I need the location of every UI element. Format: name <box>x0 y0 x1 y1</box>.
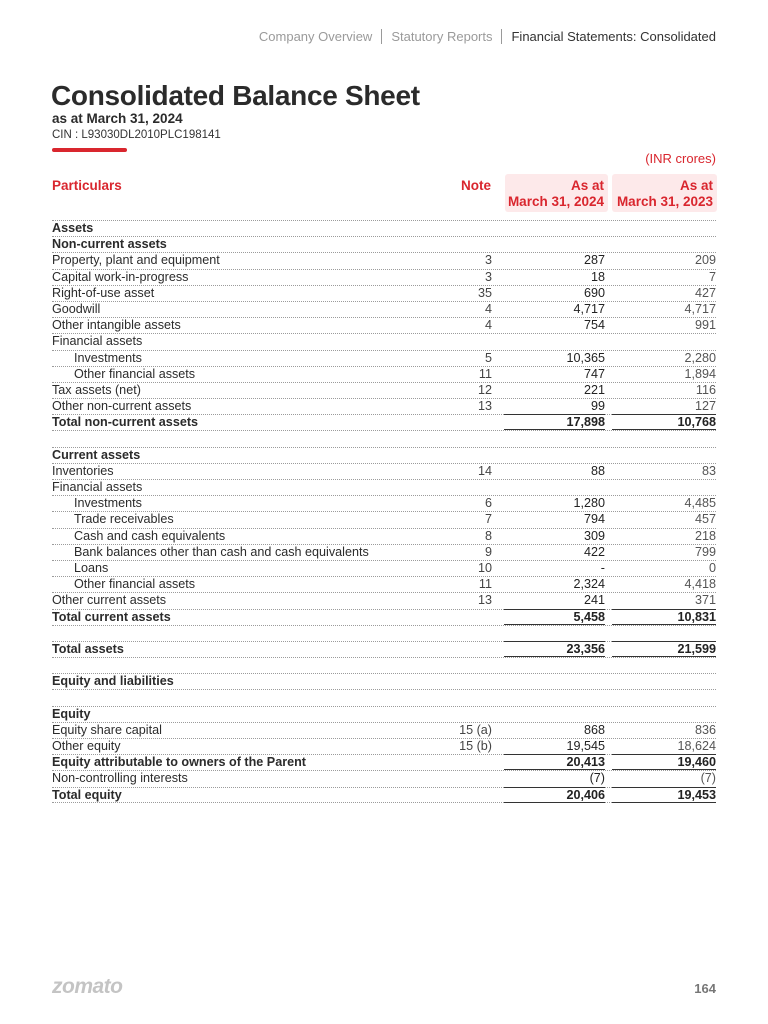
zomato-logo: zomato <box>52 975 123 998</box>
breadcrumb-financial-statements[interactable]: Financial Statements: Consolidated <box>511 29 716 44</box>
table-row <box>52 511 716 527</box>
row-label: Other non-current assets <box>52 399 192 414</box>
breadcrumb-company-overview[interactable]: Company Overview <box>258 29 373 44</box>
value-2023: 10,768 <box>612 414 716 430</box>
row-note: 13 <box>477 399 492 414</box>
total-row <box>52 787 716 803</box>
section-row <box>52 706 716 722</box>
row-label: Equity and liabilities <box>52 674 174 689</box>
row-note: 9 <box>484 544 492 559</box>
row-note: 3 <box>484 269 492 284</box>
row-label: Other intangible assets <box>52 318 181 333</box>
value-2023: 21,599 <box>612 641 716 657</box>
value-2023: 218 <box>694 528 716 543</box>
table-row <box>52 689 716 705</box>
table-row <box>52 350 716 366</box>
value-2024: 287 <box>583 253 605 268</box>
row-label: Financial assets <box>52 334 143 349</box>
row-label: Equity share capital <box>52 722 162 737</box>
value-2024: 20,413 <box>504 754 605 770</box>
row-note: 4 <box>484 318 492 333</box>
row-label: Tax assets (net) <box>52 382 141 397</box>
value-2023: 18,624 <box>677 739 716 753</box>
breadcrumb-statutory-reports[interactable]: Statutory Reports <box>391 29 493 44</box>
header-col1-line2: March 31, 2024 <box>507 194 604 209</box>
row-label: Inventories <box>52 463 114 478</box>
value-2024: 17,898 <box>504 414 605 430</box>
row-label: Current assets <box>52 447 141 462</box>
value-2024: 20,406 <box>504 787 605 803</box>
value-2023: 4,418 <box>684 577 716 592</box>
value-2023: 4,485 <box>684 496 716 511</box>
value-2024: 754 <box>583 318 605 333</box>
value-2024: 794 <box>583 512 605 527</box>
row-note: 7 <box>484 512 492 527</box>
row-note: 8 <box>484 528 492 543</box>
row-note: 15 (a) <box>459 722 492 737</box>
table-row <box>52 301 716 317</box>
row-label: Other financial assets <box>74 577 196 592</box>
row-label: Total current assets <box>52 609 171 624</box>
table-row <box>52 252 716 268</box>
value-2023: 799 <box>694 544 716 559</box>
row-label: Cash and cash equivalents <box>74 528 226 543</box>
row-label: Financial assets <box>52 480 143 494</box>
header-march-2024 <box>505 174 608 212</box>
breadcrumb-divider <box>501 29 502 44</box>
table-row <box>52 722 716 738</box>
row-label: Investments <box>74 350 142 365</box>
row-label: Total assets <box>52 641 124 656</box>
table-row <box>52 576 716 592</box>
table-row <box>52 366 716 382</box>
total-row <box>52 754 716 770</box>
row-label: Other financial assets <box>74 366 196 381</box>
value-2023: 371 <box>694 593 716 608</box>
table-row <box>52 738 716 754</box>
row-label: Total non-current assets <box>52 415 199 430</box>
row-note: 10 <box>477 560 492 575</box>
row-label: Other equity <box>52 739 121 753</box>
table-row <box>52 560 716 576</box>
row-note: 12 <box>477 382 492 397</box>
cin-number: CIN : L93030DL2010PLC198141 <box>52 129 221 141</box>
header-col2-line1: As at <box>679 178 713 193</box>
table-row <box>52 382 716 398</box>
page-subtitle: as at March 31, 2024 <box>52 111 183 126</box>
value-2023: 0 <box>708 560 716 575</box>
table-row <box>52 317 716 333</box>
value-2024: 18 <box>590 269 605 284</box>
value-2023: 1,894 <box>684 366 716 381</box>
value-2023: 836 <box>694 722 716 737</box>
table-row <box>52 495 716 511</box>
row-label: Capital work-in-progress <box>52 269 189 284</box>
row-note: 5 <box>484 350 492 365</box>
value-2024: 5,458 <box>504 609 605 625</box>
value-2023: 127 <box>694 399 716 414</box>
value-2023: 19,460 <box>612 754 716 770</box>
value-2023: 427 <box>694 285 716 300</box>
breadcrumb-divider <box>381 29 382 44</box>
table-row <box>52 479 716 495</box>
value-2024: 2,324 <box>573 577 605 592</box>
value-2024: 1,280 <box>573 496 605 511</box>
section-row <box>52 220 716 236</box>
row-note: 11 <box>478 366 492 381</box>
header-col1-line1: As at <box>570 178 604 193</box>
value-2023: 209 <box>694 253 716 268</box>
row-label: Equity attributable to owners of the Parent <box>52 755 306 770</box>
value-2024: 4,717 <box>573 301 605 316</box>
row-note: 11 <box>478 577 492 592</box>
value-2024: 19,545 <box>566 739 605 753</box>
table-row <box>52 333 716 349</box>
value-2024: (7) <box>589 771 605 786</box>
row-label: Bank balances other than cash and cash equivalents <box>74 544 369 559</box>
value-2023: 10,831 <box>612 609 716 625</box>
total-row <box>52 609 716 625</box>
row-note: 3 <box>484 253 492 268</box>
value-2024: 309 <box>583 528 605 543</box>
row-label: Non-controlling interests <box>52 771 188 786</box>
table-row <box>52 528 716 544</box>
table-row <box>52 398 716 414</box>
table-row <box>52 269 716 285</box>
section-row <box>52 236 716 252</box>
table-row <box>52 430 716 446</box>
row-label: Investments <box>74 496 142 511</box>
table-row <box>52 657 716 673</box>
row-label: Trade receivables <box>74 512 174 527</box>
row-label: Goodwill <box>52 301 101 316</box>
value-2024: 88 <box>590 463 605 478</box>
value-2024: 241 <box>583 593 605 608</box>
table-row <box>52 285 716 301</box>
value-2024: 747 <box>583 366 605 381</box>
value-2023: 457 <box>694 512 716 527</box>
row-label: Non-current assets <box>52 237 167 252</box>
total-row <box>52 414 716 430</box>
table-row <box>52 625 716 641</box>
value-2024: 10,365 <box>566 350 605 365</box>
table-row <box>52 592 716 608</box>
currency-unit: (INR crores) <box>645 151 716 166</box>
value-2024: 690 <box>583 285 605 300</box>
value-2023: 991 <box>694 318 716 333</box>
page-title: Consolidated Balance Sheet <box>51 80 420 111</box>
section-row <box>52 447 716 463</box>
table-row <box>52 770 716 786</box>
value-2024: 23,356 <box>504 641 605 657</box>
value-2023: 2,280 <box>684 350 716 365</box>
value-2023: 83 <box>701 463 716 478</box>
row-note: 13 <box>477 593 492 608</box>
row-label: Loans <box>74 560 109 575</box>
total-row <box>52 641 716 657</box>
row-note: 4 <box>484 301 492 316</box>
value-2023: 19,453 <box>612 787 716 803</box>
row-label: Right-of-use asset <box>52 285 155 300</box>
value-2024: - <box>600 560 605 575</box>
section-row <box>52 673 716 689</box>
value-2023: 7 <box>708 269 716 284</box>
value-2024: 868 <box>583 722 605 737</box>
header-particulars: Particulars <box>52 178 122 193</box>
row-note: 35 <box>477 285 492 300</box>
header-col2-line2: March 31, 2023 <box>616 194 713 209</box>
value-2024: 422 <box>583 544 605 559</box>
row-label: Total equity <box>52 787 122 802</box>
row-label: Assets <box>52 221 94 235</box>
breadcrumb <box>259 29 716 44</box>
header-note: Note <box>461 178 491 193</box>
value-2023: 116 <box>695 382 716 397</box>
row-label: Equity <box>52 706 91 721</box>
value-2023: (7) <box>700 771 716 786</box>
page-number: 164 <box>694 981 716 996</box>
table-row <box>52 544 716 560</box>
value-2024: 221 <box>583 382 605 397</box>
row-label: Other current assets <box>52 593 167 608</box>
row-note: 14 <box>477 463 492 478</box>
row-note: 15 (b) <box>459 739 492 753</box>
balance-sheet-table <box>52 220 716 803</box>
row-note: 6 <box>484 496 492 511</box>
row-label: Property, plant and equipment <box>52 253 220 268</box>
table-row <box>52 463 716 479</box>
title-underline <box>52 148 127 152</box>
value-2024: 99 <box>590 399 605 414</box>
header-march-2023 <box>612 174 717 212</box>
value-2023: 4,717 <box>684 301 716 316</box>
